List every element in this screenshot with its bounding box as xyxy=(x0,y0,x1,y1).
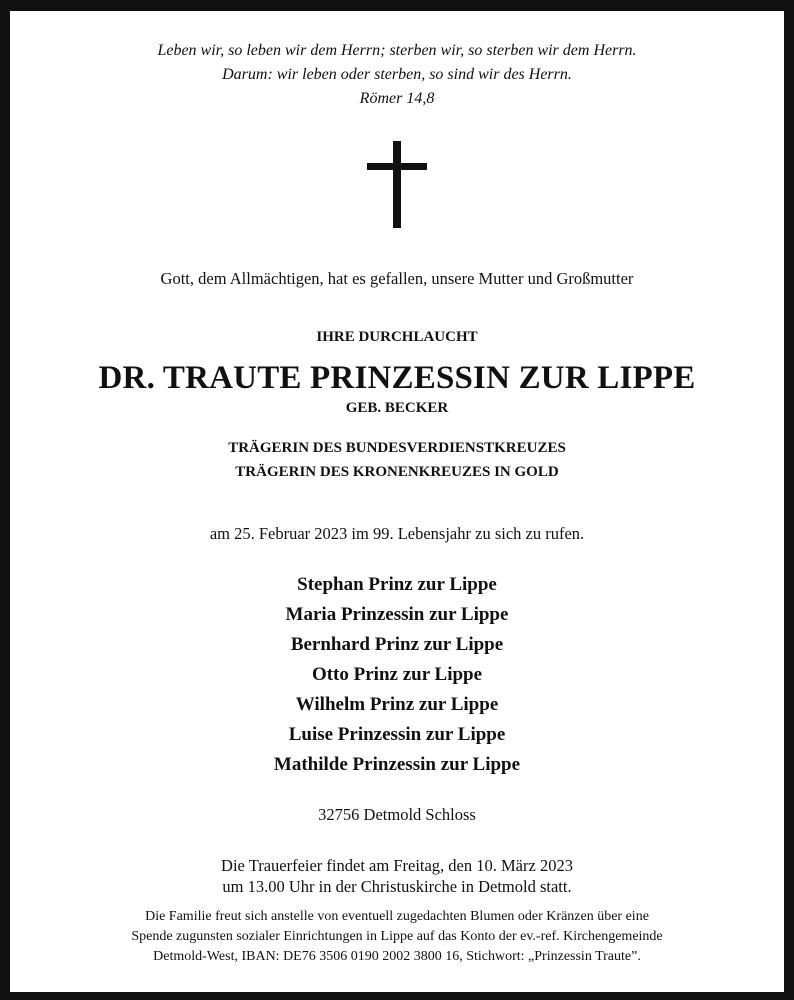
donation-note-line-2: Spende zugunsten sozialer Einrichtungen in Lippe auf das Konto der ev.-ref. Kirchengemeinde xyxy=(131,929,663,944)
bible-verse-line-1: Leben wir, so leben wir dem Herrn; sterben wir, so sterben wir dem Herrn. xyxy=(157,42,637,59)
mourner-name: Luise Prinzessin zur Lippe xyxy=(288,724,506,745)
death-statement: am 25. Februar 2023 im 99. Lebensjahr zu sich zu rufen. xyxy=(209,524,585,543)
deceased-name: DR. TRAUTE PRINZESSIN ZUR LIPPE xyxy=(98,360,696,396)
donation-note-line-3: Detmold-West, IBAN: DE76 3506 0190 2002 3800 16, Stichwort: „Prinzessin Traute”. xyxy=(153,949,641,964)
bible-verse-line-2: Darum: wir leben oder sterben, so sind wir des Herrn. xyxy=(222,66,572,83)
mourner-name: Stephan Prinz zur Lippe xyxy=(297,574,497,595)
mourner-name: Wilhelm Prinz zur Lippe xyxy=(295,694,499,715)
mourner-name: Otto Prinz zur Lippe xyxy=(311,664,483,685)
birth-name: GEB. BECKER xyxy=(345,400,449,416)
honor-line: TRÄGERIN DES KRONENKREUZES IN GOLD xyxy=(235,464,559,480)
funeral-info-line-2: um 13.00 Uhr in der Christuskirche in Detmold statt. xyxy=(222,877,572,896)
mourner-name: Maria Prinzessin zur Lippe xyxy=(285,604,509,625)
latin-cross-icon xyxy=(367,141,427,228)
family-address: 32756 Detmold Schloss xyxy=(318,805,476,824)
mourner-name: Mathilde Prinzessin zur Lippe xyxy=(273,754,521,775)
intro-text: Gott, dem Allmächtigen, hat es gefallen, unsere Mutter und Großmutter xyxy=(160,269,634,288)
honor-line: TRÄGERIN DES BUNDESVERDIENSTKREUZES xyxy=(228,440,566,456)
honorific: IHRE DURCHLAUCHT xyxy=(316,329,478,345)
bible-verse-reference: Römer 14,8 xyxy=(359,90,435,107)
mourner-name: Bernhard Prinz zur Lippe xyxy=(290,634,504,655)
donation-note-line-1: Die Familie freut sich anstelle von eventuell zugedachten Blumen oder Kränzen über eine xyxy=(145,909,649,924)
funeral-info-line-1: Die Trauerfeier findet am Freitag, den 10. März 2023 xyxy=(221,856,573,875)
